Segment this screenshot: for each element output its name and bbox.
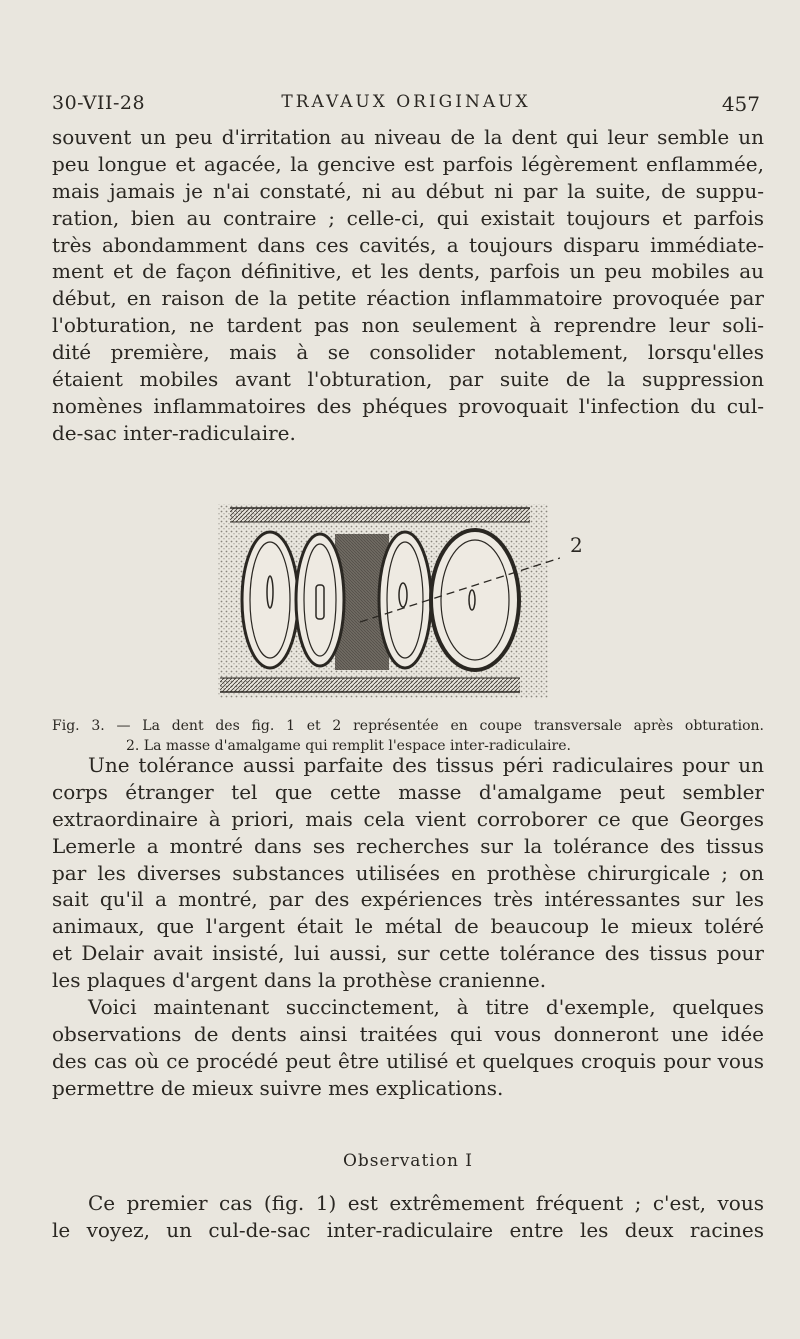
header-title: TRAVAUX ORIGINAUX: [281, 92, 531, 112]
hatched-border-top: [230, 508, 530, 522]
root-section-3: [379, 532, 431, 668]
text-line: Voici maintenant succinctement, à titre d'exemple, quelques: [88, 995, 764, 1020]
caption-line: 2. La masse d'amalgame qui remplit l'espace inter-radiculaire.: [126, 738, 571, 754]
text-line: Lemerle a montré dans ses recherches sur la tolérance des tissus: [52, 833, 764, 858]
text-line: les plaques d'argent dans la prothèse cranienne.: [52, 968, 547, 993]
paragraph-2: [52, 752, 764, 1102]
text-line: animaux, que l'argent était le métal de beaucoup le mieux toléré: [52, 914, 764, 939]
header-date: 30-VII-28: [52, 92, 146, 114]
figure-label: 2: [570, 533, 583, 557]
text-line: très abondamment dans ces cavités, a toujours disparu immédiate-: [52, 232, 764, 257]
text-line: dité première, mais à se consolider notablement, lorsqu'elles: [52, 340, 764, 365]
text-line: et Delair avait insisté, lui aussi, sur cette tolérance des tissus pour: [52, 941, 764, 966]
text-line: observations de dents ainsi traitées qui vous donneront une idée: [52, 1021, 764, 1046]
text-line: Une tolérance aussi parfaite des tissus péri radiculaires pour un: [88, 753, 764, 777]
text-line: nomènes inflammatoires des phéques provoquait l'infection du cul-: [52, 393, 764, 418]
paragraph-1: [52, 124, 764, 447]
text-line: peu longue et agacée, la gencive est parfois légèrement enflammée,: [52, 151, 764, 176]
page-number: 457: [721, 92, 760, 116]
text-line: par les diverses substances utilisées en prothèse chirurgicale ; on: [52, 860, 764, 885]
text-line: l'obturation, ne tardent pas non seulement à reprendre leur soli-: [52, 313, 764, 338]
root-section-4: [431, 530, 519, 670]
page-header: [52, 92, 760, 122]
text-line: Ce premier cas (fig. 1) est extrêmement fréquent ; c'est, vous: [88, 1191, 764, 1215]
section-heading: Observation I: [342, 1151, 474, 1171]
caption-line: Fig. 3. — La dent des fig. 1 et 2 représentée en coupe transversale après obturation.: [52, 718, 764, 734]
text-line: le voyez, un cul-de-sac inter-radiculaire entre les deux racines: [52, 1217, 764, 1242]
figure-caption: [52, 716, 764, 756]
text-line: début, en raison de la petite réaction inflammatoire provoquée par: [52, 286, 764, 311]
root-section-1: [242, 532, 298, 668]
text-line: ration, bien au contraire ; celle-ci, qui existait toujours et parfois: [52, 205, 764, 230]
text-line: souvent un peu d'irritation au niveau de la dent qui leur semble un: [52, 125, 764, 149]
text-line: mais jamais je n'ai constaté, ni au début ni par la suite, de suppu-: [52, 178, 764, 203]
text-line: ment et de façon définitive, et les dents, parfois un peu mobiles au: [52, 259, 764, 284]
text-line: sait qu'il a montré, par des expériences très intéressantes sur les: [52, 887, 764, 912]
text-line: permettre de mieux suivre mes explications.: [52, 1075, 504, 1100]
text-line: de-sac inter-radiculaire.: [52, 420, 296, 445]
text-line: corps étranger tel que cette masse d'amalgame peut sembler: [52, 779, 764, 804]
text-line: étaient mobiles avant l'obturation, par suite de la suppression: [52, 367, 764, 392]
hatched-border-bottom: [220, 678, 520, 692]
tooth-cross-section-figure: [210, 500, 560, 700]
root-section-2: [296, 534, 344, 666]
paragraph-4: [52, 1190, 764, 1244]
text-line: extraordinaire à priori, mais cela vient corroborer ce que Georges: [52, 806, 764, 831]
text-line: des cas où ce procédé peut être utilisé et quelques croquis pour vous: [52, 1048, 764, 1073]
